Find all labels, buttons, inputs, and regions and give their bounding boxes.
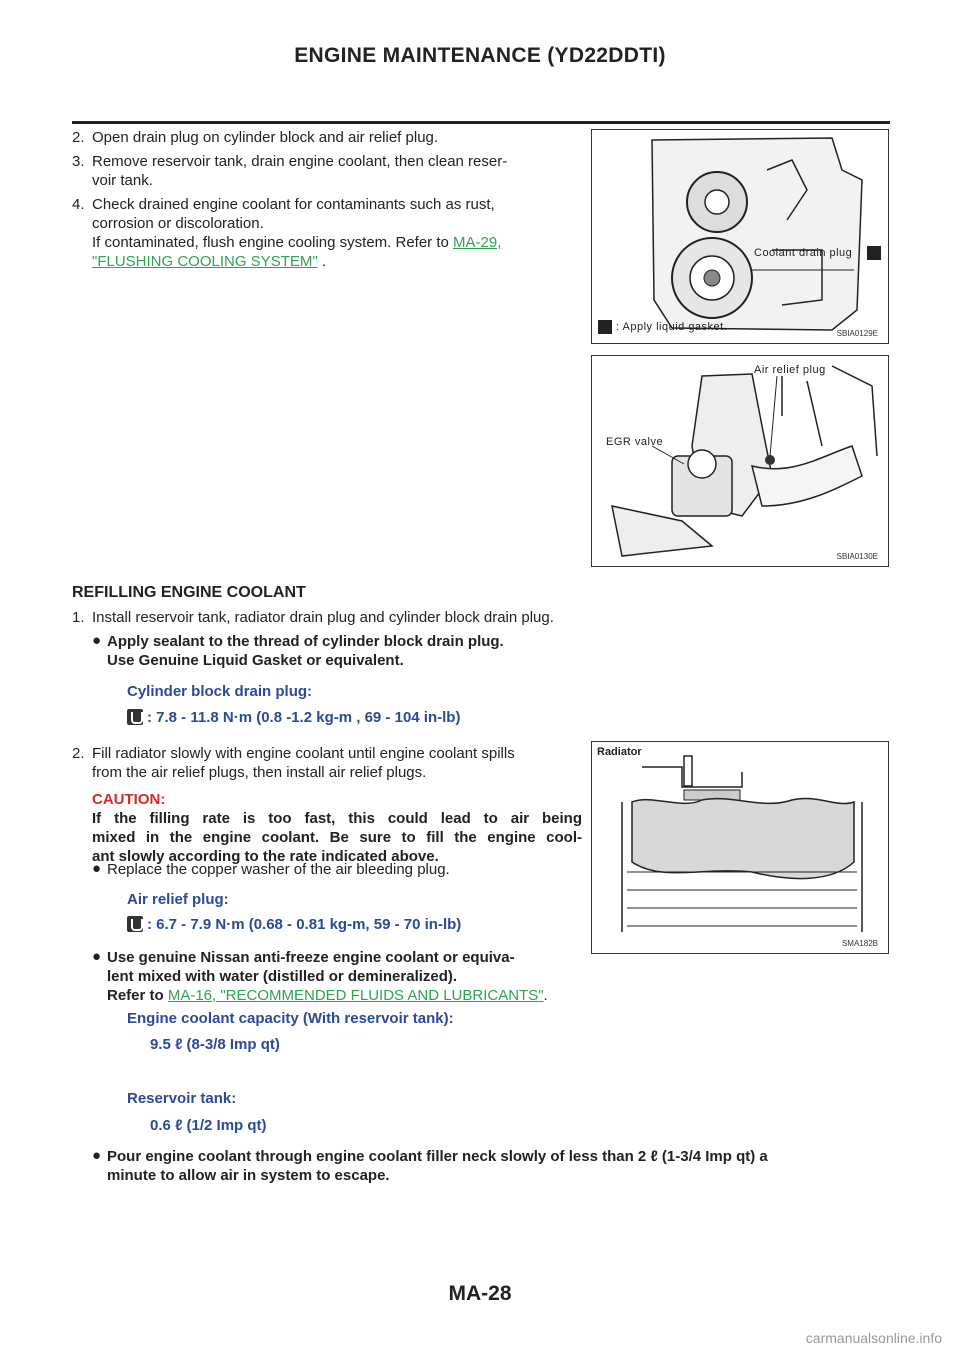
spec-torque-air-relief (127, 916, 461, 933)
step-text: Install reservoir tank, radiator drain plug and cylinder block drain plug. (92, 609, 554, 626)
bullet-text: Use genuine Nissan anti-freeze engine coolant or equiva- (107, 949, 515, 966)
step-text: Check drained engine coolant for contaminants such as rust, (92, 196, 495, 213)
callout-coolant-drain-plug: Coolant drain plug (754, 247, 853, 259)
bullet-icon: ● (92, 632, 102, 649)
spec-label-capacity: Engine coolant capacity (With reservoir tank): (127, 1010, 454, 1027)
torque-wrench-icon (127, 916, 143, 932)
callout-egr-valve: EGR valve (606, 436, 664, 448)
step-number: 2. (72, 745, 85, 762)
step-number: 2. (72, 129, 85, 146)
watermark: carmanualsonline.info (805, 1330, 942, 1346)
refill-step-2 (72, 744, 582, 782)
spec-value-reservoir: 0.6 ℓ (1/2 Imp qt) (150, 1117, 267, 1134)
step-3-top (72, 152, 582, 190)
spec-label-air-relief: Air relief plug: (127, 891, 229, 908)
step-number: 4. (72, 196, 85, 213)
step-text: voir tank. (92, 172, 153, 189)
figure-code: SBIA0129E (836, 329, 878, 338)
page-number: MA-28 (448, 1282, 512, 1305)
bullet-copper-washer (92, 860, 582, 879)
step-text: Fill radiator slowly with engine coolant until engine coolant spills (92, 745, 515, 762)
spec-torque-drain-plug (127, 709, 460, 726)
caution-label: CAUTION: (92, 791, 166, 808)
figure-radiator (591, 741, 889, 954)
bullet-sealant (92, 632, 612, 670)
reference-link[interactable]: MA-16, "RECOMMENDED FLUIDS AND LUBRICANTS" (167, 987, 544, 1004)
reference-link[interactable]: "FLUSHING COOLING SYSTEM" (92, 253, 318, 270)
bullet-icon: ● (92, 1147, 102, 1164)
caution-text: If the filling rate is too fast, this could lead to air being (92, 810, 582, 827)
callout-air-relief-plug: Air relief plug (754, 364, 826, 376)
step-text: Open drain plug on cylinder block and air relief plug. (92, 129, 439, 146)
bullet-anti-freeze (92, 948, 652, 1005)
bullet-text: minute to allow air in system to escape. (107, 1167, 390, 1184)
reference-link[interactable]: MA-29, (453, 234, 502, 251)
torque-wrench-icon (127, 709, 143, 725)
caution-block (92, 790, 582, 866)
bullet-text: Replace the copper washer of the air bleeding plug. (107, 861, 450, 878)
figure-air-relief-plug (591, 355, 889, 567)
caution-text: ant slowly according to the rate indicated above. (92, 848, 439, 865)
spec-label-reservoir: Reservoir tank: (127, 1090, 237, 1107)
step-text: from the air relief plugs, then install air relief plugs. (92, 764, 427, 781)
bullet-text: . (543, 987, 548, 1004)
bullet-pour-coolant (92, 1147, 892, 1185)
step-text: corrosion or discoloration. (92, 215, 264, 232)
page-header-title: ENGINE MAINTENANCE (YD22DDTI) (294, 44, 666, 67)
spec-value: : 6.7 - 7.9 N·m (0.68 - 0.81 kg-m, 59 - 70 in-lb) (147, 916, 462, 933)
radiator-illustration (592, 742, 888, 953)
bullet-text: Apply sealant to the thread of cylinder block drain plug. (107, 633, 504, 650)
callout-radiator: Radiator (597, 746, 642, 758)
engine-illustration (592, 130, 888, 343)
bullet-text: lent mixed with water (distilled or demineralized). (107, 968, 458, 985)
caution-text: mixed in the engine coolant. Be sure to fill the engine cool- (92, 829, 582, 846)
spec-value: : 7.8 - 11.8 N·m (0.8 -1.2 kg-m , 69 - 104 in-lb) (147, 709, 461, 726)
figure-coolant-drain-plug (591, 129, 889, 344)
step-number: 1. (72, 609, 85, 626)
step-number: 3. (72, 153, 85, 170)
spec-value-capacity: 9.5 ℓ (8-3/8 Imp qt) (150, 1036, 280, 1053)
liquid-gasket-icon (598, 320, 612, 334)
bullet-icon: ● (92, 948, 102, 965)
step-text: Remove reservoir tank, drain engine coolant, then clean reser- (92, 153, 508, 170)
bullet-text: Refer to (107, 987, 168, 1004)
figure-code: SMA182B (841, 939, 878, 948)
figure-code: SBIA0130E (836, 552, 878, 561)
bullet-text: Pour engine coolant through engine coolant filler neck slowly of less than 2 ℓ (1-3/4 Imp qt) a (107, 1148, 768, 1165)
bullet-icon: ● (92, 860, 102, 877)
legend-apply-liquid-gasket: : Apply liquid gasket. (616, 321, 728, 333)
section-title: REFILLING ENGINE COOLANT (72, 584, 306, 601)
spec-label-drain-plug: Cylinder block drain plug: (127, 683, 313, 700)
liquid-gasket-icon (867, 246, 881, 260)
bullet-text: Use Genuine Liquid Gasket or equivalent. (107, 652, 404, 669)
step-4-top (72, 195, 582, 271)
egr-illustration (592, 356, 888, 566)
step-text: . (317, 253, 327, 270)
step-text: If contaminated, flush engine cooling system. Refer to (92, 234, 454, 251)
header-divider (72, 121, 890, 124)
